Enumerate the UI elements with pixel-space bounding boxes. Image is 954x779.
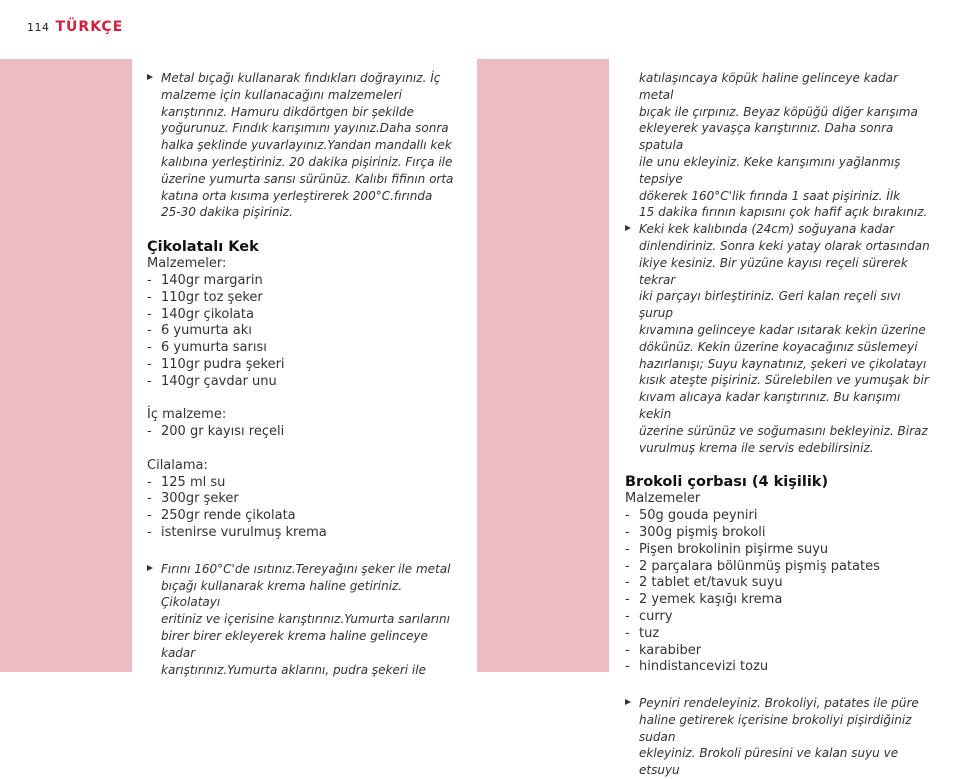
list-item-text: 125 ml su: [161, 474, 226, 490]
dash-bullet: -: [625, 508, 630, 524]
page-header: [27, 19, 123, 37]
list-item: [625, 643, 930, 660]
list-item: [147, 290, 457, 307]
text-line: üzerine sürünüz ve soğumasını bekleyiniz. Biraz: [639, 423, 928, 438]
list-item: [147, 374, 457, 391]
list-item: [625, 609, 930, 626]
text-line: hazırlanışı; Suyu kaynatınız, şekeri ve çikolatayı: [639, 356, 927, 371]
text-line: haline getirerek içerisine brokoliyi pişirdiğiniz sudan: [639, 712, 912, 744]
text-line: malzeme için kullanacağını malzemeleri: [161, 87, 402, 102]
text-line: halka şeklinde yuvarlayınız.Yandan mandallı kek: [161, 138, 452, 153]
list-item-text: 2 tablet et/tavuk suyu: [639, 575, 783, 591]
dash-bullet: -: [147, 323, 152, 339]
dash-bullet: -: [625, 642, 630, 658]
right-margin-band: [477, 59, 609, 672]
dash-bullet: -: [625, 558, 630, 574]
text-line: eritiniz ve içerisine karıştırınız.Yumurta sarılarını: [161, 612, 450, 627]
glaze-label: Cilalama:: [147, 457, 208, 473]
instruction-step: [625, 695, 930, 779]
list-item-text: 2 parçalara bölünmüş pişmiş patates: [639, 558, 880, 574]
dash-bullet: -: [625, 659, 630, 675]
dash-bullet: -: [147, 306, 152, 322]
dash-bullet: -: [625, 608, 630, 624]
recipe-title: Brokoli çorbası (4 kişilik): [625, 474, 829, 491]
list-item-text: 300g pişmiş brokoli: [639, 524, 766, 540]
left-margin-band: [0, 59, 132, 672]
list-item: [147, 357, 457, 374]
dash-bullet: -: [147, 491, 152, 507]
text-line: dinlendiriniz. Sonra keki yatay olarak ortasından: [639, 238, 930, 253]
list-item: [625, 575, 930, 592]
text-line: 15 dakika fırının kapısını çok hafif açık bırakınız.: [639, 205, 928, 220]
list-item-text: hindistancevizi tozu: [639, 659, 769, 675]
list-item: [625, 508, 930, 525]
list-item: [625, 542, 930, 559]
list-item-text: 250gr rende çikolata: [161, 508, 296, 524]
list-item: [147, 340, 457, 357]
list-item: [625, 592, 930, 609]
text-line: kısık ateşte pişiriniz. Sürelebilen ve yumuşak bir: [639, 373, 929, 388]
text-line: kıvamına gelinceye kadar ısıtarak kekin üzerine: [639, 322, 926, 337]
list-item-text: istenirse vurulmuş krema: [161, 524, 327, 540]
dash-bullet: -: [147, 474, 152, 490]
dash-bullet: -: [625, 592, 630, 608]
text-line: katılaşıncaya köpük haline gelinceye kadar metal: [639, 71, 898, 102]
list-item: [147, 307, 457, 324]
dash-bullet: -: [625, 524, 630, 540]
list-item-text: 140gr çavdar unu: [161, 373, 277, 389]
dash-bullet: -: [625, 625, 630, 641]
text-line: ile unu ekleyiniz. Keke karışımını yağlanmış tepsiye: [639, 154, 901, 186]
text-line: Peyniri rendeleyiniz. Brokoliyi, patates ile püre: [639, 696, 919, 711]
list-item: [147, 508, 457, 525]
list-item: [147, 273, 457, 290]
text-line: dökünüz. Kekin üzerine koyacağınız süslemeyi: [639, 339, 918, 354]
dash-bullet: -: [147, 340, 152, 356]
filling-list: [147, 424, 457, 441]
list-item: [147, 491, 457, 508]
dash-bullet: -: [147, 508, 152, 524]
list-item-text: 200 gr kayısı reçeli: [161, 424, 285, 440]
left-column: [147, 70, 457, 678]
list-item-text: 6 yumurta akı: [161, 323, 252, 339]
instruction-step: [625, 221, 930, 456]
right-column: [625, 70, 930, 779]
ingredient-list: [147, 273, 457, 391]
list-item: [147, 475, 457, 492]
list-item-text: 6 yumurta sarısı: [161, 340, 267, 356]
dash-bullet: -: [625, 541, 630, 557]
dash-bullet: -: [625, 575, 630, 591]
instruction-step: [147, 70, 457, 221]
list-item: [625, 659, 930, 676]
text-line: ekleyerek yavaşça karıştırınız. Daha sonra spatula: [639, 121, 894, 153]
list-item-text: curry: [639, 608, 673, 624]
page-number: 114: [27, 21, 50, 34]
dash-bullet: -: [147, 524, 152, 540]
list-item: [625, 559, 930, 576]
language-section-title: TÜRKÇE: [55, 19, 124, 35]
list-item: [625, 626, 930, 643]
text-line: bıçak ile çırpınız. Beyaz köpüğü diğer karışıma: [639, 104, 918, 119]
bullet-triangle-icon: [625, 225, 631, 231]
list-item: [147, 323, 457, 340]
list-item-text: 140gr margarin: [161, 272, 263, 288]
text-line: 25-30 dakika pişiriniz.: [161, 205, 293, 220]
text-line: bıçağı kullanarak krema haline getiriniz. Çikolatayı: [161, 578, 403, 610]
text-line: ikiye kesiniz. Bir yüzüne kayısı reçeli sürerek tekrar: [639, 255, 908, 287]
ingredients-label: Malzemeler: [625, 491, 701, 507]
text-line: kıvam alıcaya kadar karıştırınız. Bu karışımı kekin: [639, 390, 901, 421]
text-line: birer birer ekleyerek krema haline gelinceye kadar: [161, 628, 428, 660]
list-item-text: tuz: [639, 625, 660, 641]
text-line: Fırını 160°C'de ısıtınız.Tereyağını şeker ile metal: [161, 561, 451, 576]
bullet-triangle-icon: [147, 565, 153, 571]
recipe-title: Çikolatalı Kek: [147, 239, 259, 256]
ingredient-list: [625, 508, 930, 676]
filling-label: İç malzeme:: [147, 407, 227, 423]
dash-bullet: -: [147, 272, 152, 288]
list-item: [625, 525, 930, 542]
dash-bullet: -: [147, 289, 152, 305]
instruction-continuation: [625, 70, 930, 221]
text-line: kalıbına yerleştiriniz. 20 dakika pişiriniz. Fırça ile: [161, 154, 453, 169]
list-item-text: Pişen brokolinin pişirme suyu: [639, 541, 829, 557]
text-line: karıştırınız. Hamuru dikdörtgen bir şekilde: [161, 104, 414, 119]
list-item-text: karabiber: [639, 642, 702, 658]
list-item: [147, 525, 457, 542]
text-line: katına orta kısıma yerleştirerek 200°C.fırında: [161, 188, 433, 203]
dash-bullet: -: [147, 356, 152, 372]
text-line: karıştırınız.Yumurta aklarını, pudra şekeri ile: [161, 662, 426, 677]
list-item-text: 110gr toz şeker: [161, 289, 263, 305]
list-item-text: 300gr şeker: [161, 491, 239, 507]
dash-bullet: -: [147, 373, 152, 389]
text-line: ekleyiniz. Brokoli püresini ve kalan suyu ve etsuyu: [639, 746, 899, 778]
text-line: vurulmuş krema ile servis edebilirsiniz.: [639, 440, 874, 455]
dash-bullet: -: [147, 424, 152, 440]
bullet-triangle-icon: [147, 74, 153, 80]
list-item-text: 50g gouda peyniri: [639, 508, 758, 524]
instruction-step: [147, 561, 457, 679]
list-item: [147, 424, 457, 441]
glaze-list: [147, 475, 457, 542]
text-line: Keki kek kalıbında (24cm) soğuyana kadar: [639, 222, 895, 237]
text-line: Metal bıçağı kullanarak fındıkları doğrayınız. İç: [161, 71, 441, 85]
bullet-triangle-icon: [625, 699, 631, 705]
text-line: iki parçayı birleştiriniz. Geri kalan reçeli sıvı şurup: [639, 289, 901, 321]
list-item-text: 140gr çikolata: [161, 306, 254, 322]
text-line: yoğurunuz. Fındık karışımını yayınız.Daha sonra: [161, 121, 449, 136]
list-item-text: 2 yemek kaşığı krema: [639, 592, 783, 608]
ingredients-label: Malzemeler:: [147, 256, 227, 272]
text-line: üzerine yumurta sarısı sürünüz. Kalıbı fiﬁnın orta: [161, 171, 454, 186]
text-line: dökerek 160°C'lik fırında 1 saat pişiriniz. İlk: [639, 188, 901, 203]
list-item-text: 110gr pudra şekeri: [161, 356, 285, 372]
